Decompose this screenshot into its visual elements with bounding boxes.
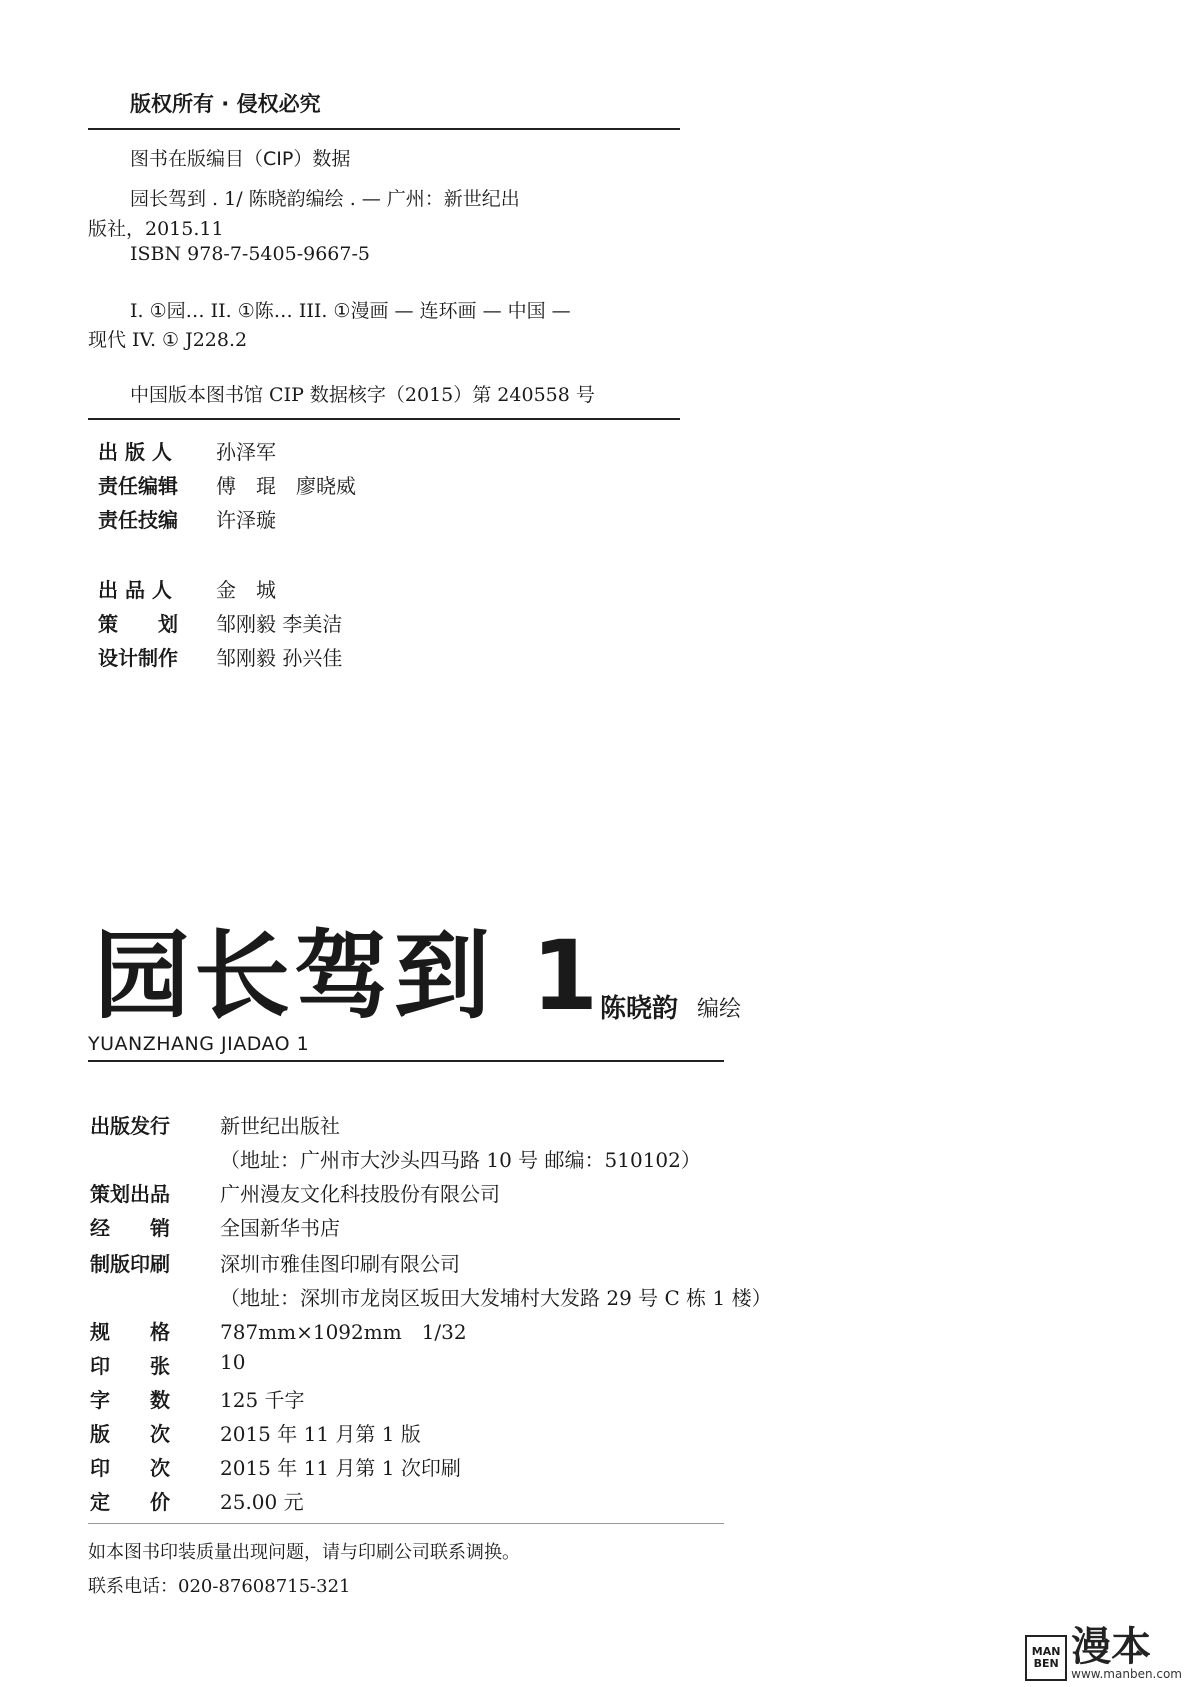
staff-label: 出 版 人 <box>98 440 172 464</box>
pub-value: （地址：广州市大沙头四马路 10 号 邮编：510102） <box>220 1148 701 1172</box>
watermark-url: www.manben.com <box>1071 1667 1182 1681</box>
staff-value: 邹刚毅 孙兴佳 <box>216 646 343 670</box>
cip-record-number: 中国版本图书馆 CIP 数据核字（2015）第 240558 号 <box>130 384 595 406</box>
pub-label: 版 次 <box>90 1422 170 1446</box>
watermark-word: 漫本 <box>1071 1624 1152 1670</box>
pub-label: 印 次 <box>90 1456 170 1480</box>
cip-isbn: ISBN 978-7-5405-9667-5 <box>130 243 370 265</box>
pub-value: 787mm×1092mm 1/32 <box>220 1320 467 1344</box>
pub-value: 125 千字 <box>220 1388 305 1412</box>
staff-label: 设计制作 <box>98 646 178 670</box>
book-title-romaji: YUANZHANG JIADAO 1 <box>88 1033 310 1055</box>
staff-value: 邹刚毅 李美洁 <box>216 612 343 636</box>
staff-value: 许泽璇 <box>216 508 276 532</box>
pub-value: 新世纪出版社 <box>220 1114 340 1138</box>
title-rule <box>88 1060 724 1062</box>
pub-value: 深圳市雅佳图印刷有限公司 <box>220 1252 460 1276</box>
cip-heading: 图书在版编目（CIP）数据 <box>130 148 351 170</box>
staff-value: 金 城 <box>216 578 276 602</box>
pub-label: 制版印刷 <box>90 1252 170 1276</box>
quality-notice: 如本图书印装质量出现问题，请与印刷公司联系调换。 <box>88 1542 520 1563</box>
manben-watermark <box>1025 1624 1182 1681</box>
logo-text-top: MAN <box>1031 1644 1061 1658</box>
pub-label: 经 销 <box>90 1216 170 1240</box>
pub-label: 出版发行 <box>90 1114 170 1138</box>
pub-value: 25.00 元 <box>220 1490 304 1514</box>
manben-logo-icon <box>1025 1635 1067 1681</box>
pub-label: 字 数 <box>90 1388 170 1412</box>
staff-value: 傅 琨 廖晓威 <box>216 474 356 498</box>
author-name: 陈晓韵 <box>600 994 679 1024</box>
cip-classification-2: 现代 IV. ① J228.2 <box>88 329 248 351</box>
cip-line-2: 版社，2015.11 <box>88 218 224 240</box>
pub-value: 10 <box>220 1350 246 1374</box>
copyright-notice: 版权所有 · 侵权必究 <box>130 92 321 116</box>
pub-value: 全国新华书店 <box>220 1216 340 1240</box>
staff-label: 责任编辑 <box>98 474 178 498</box>
staff-label: 策 划 <box>98 612 178 636</box>
author-role: 编绘 <box>697 997 742 1022</box>
contact-phone: 联系电话：020-87608715-321 <box>88 1576 351 1597</box>
book-title: 园长驾到 1 <box>94 920 603 1032</box>
pub-label: 策划出品 <box>90 1182 170 1206</box>
pub-label: 定 价 <box>90 1490 170 1514</box>
logo-text-bottom: BEN <box>1033 1657 1059 1670</box>
cip-bottom-rule <box>88 418 680 420</box>
staff-label: 出 品 人 <box>98 578 172 602</box>
pub-label: 印 张 <box>90 1354 170 1378</box>
staff-value: 孙泽军 <box>216 440 276 464</box>
staff-label: 责任技编 <box>98 508 178 532</box>
top-rule <box>88 128 680 130</box>
footer-rule <box>88 1523 724 1524</box>
cip-classification-1: I. ①园… II. ①陈… III. ①漫画 — 连环画 — 中国 — <box>130 300 571 322</box>
pub-value: 2015 年 11 月第 1 次印刷 <box>220 1456 461 1480</box>
pub-value: 2015 年 11 月第 1 版 <box>220 1422 421 1446</box>
cip-line-1: 园长驾到 . 1/ 陈晓韵编绘 . — 广州：新世纪出 <box>130 188 520 210</box>
pub-value: （地址：深圳市龙岗区坂田大发埔村大发路 29 号 C 栋 1 楼） <box>220 1286 772 1310</box>
pub-label: 规 格 <box>90 1320 170 1344</box>
pub-value: 广州漫友文化科技股份有限公司 <box>220 1182 500 1206</box>
